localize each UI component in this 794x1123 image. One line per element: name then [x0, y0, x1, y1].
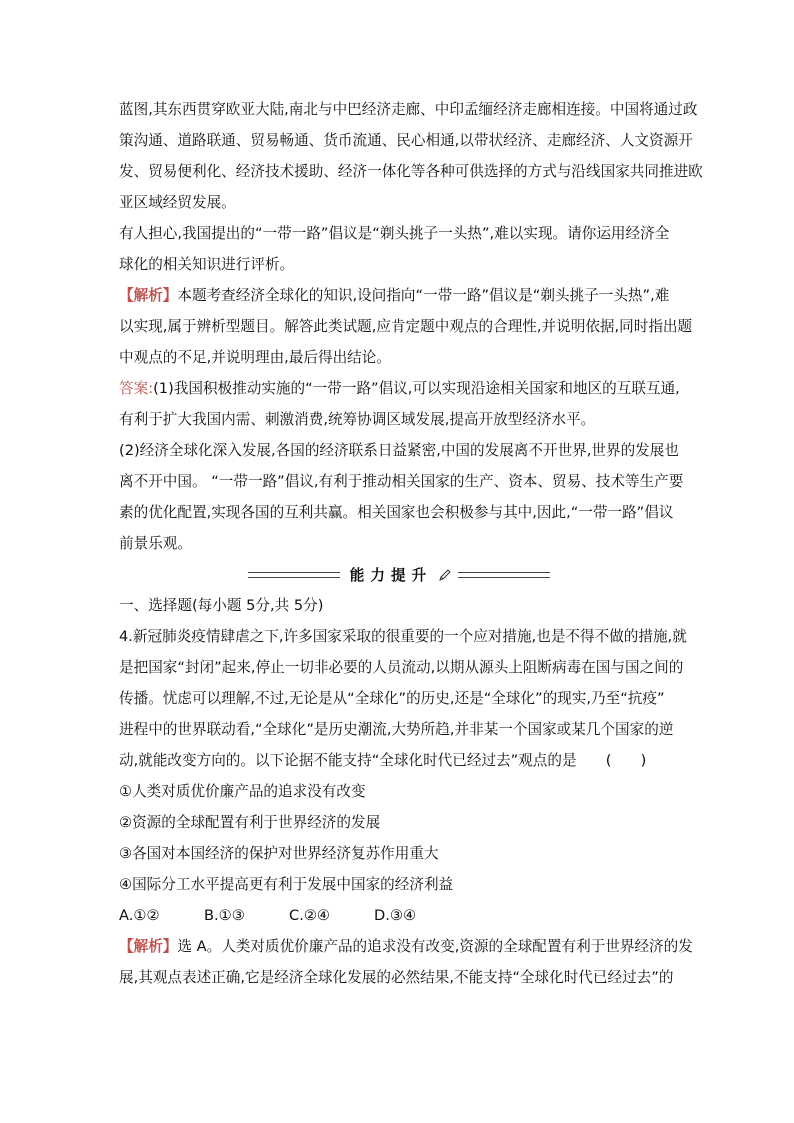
- text-line: 离不开中国。 “一带一路”倡议,有利于推动相关国家的生产、资本、贸易、技术等生产要: [119, 473, 684, 490]
- option-a: A.①②: [119, 907, 160, 924]
- text-line: 有利于扩大我国内需、刺激消费,统筹协调区域发展,提高开放型经济水平。: [119, 411, 596, 428]
- answer-block: [119, 373, 684, 559]
- analysis-tag: 【解析】: [119, 938, 178, 955]
- text-line: 展,其观点表述正确,它是经济全球化发展的必然结果,不能支持“全球化时代已经过去”的: [119, 969, 674, 986]
- analysis-tag: 【解析】: [119, 287, 178, 304]
- text-line: 是把国家“封闭”起来,停止一切非必要的人员流动,以期从源头上阻断病毒在国与国之间的: [119, 659, 684, 676]
- analysis-text: 本题考查经济全球化的知识,设问指向“一带一路”倡议是“剃头挑子一头热”,难: [177, 287, 670, 304]
- text-line: 蓝图,其东西贯穿欧亚大陆,南北与中巴经济走廊、中印孟缅经济走廊相连接。中国将通过政: [119, 101, 698, 118]
- answer-tag: 答案:: [119, 380, 154, 397]
- text-line: 策沟通、道路联通、贸易畅通、货币流通、民心相通,以带状经济、走廊经济、人文资源开: [119, 132, 693, 149]
- statement-item: ①人类对质优价廉产品的追求没有改变: [119, 783, 366, 800]
- option-b: B.①③: [204, 907, 245, 924]
- text-line: 亚区域经贸发展。: [119, 194, 236, 211]
- document-page: [119, 94, 703, 993]
- text-line: 4.新冠肺炎疫情肆虐之下,许多国家采取的很重要的一个应对措施,也是不得不做的措施,就: [119, 628, 687, 645]
- text-line: 前景乐观。: [119, 535, 192, 552]
- text-line: 动,就能改变方向的。以下论据不能支持“全球化时代已经过去”观点的是 ( ): [119, 752, 647, 769]
- section-title: 能力提升: [349, 567, 433, 584]
- option-c: C.②④: [289, 907, 330, 924]
- text-line: 进程中的世界联动看,“全球化”是历史潮流,大势所趋,并非某一个国家或某几个国家的逆: [119, 721, 674, 738]
- text-line: 中观点的不足,并说明理由,最后得出结论。: [119, 349, 391, 366]
- question-section-heading: 一、选择题(每小题 5分,共 5分): [119, 597, 324, 614]
- text-line: (2)经济全球化深入发展,各国的经济联系日益紧密,中国的发展离不开世界,世界的发展也: [119, 442, 679, 459]
- section-divider: [119, 559, 679, 590]
- analysis-block-2: [119, 931, 693, 993]
- statement-item: ②资源的全球配置有利于世界经济的发展: [119, 814, 381, 831]
- paragraph-background: [119, 94, 703, 218]
- pencil-icon: [438, 568, 452, 582]
- text-line: 球化的相关知识进行评析。: [119, 256, 295, 273]
- statement-item: ④国际分工水平提高更有利于发展中国家的经济利益: [119, 876, 454, 893]
- text-line: 传播。忧虑可以理解,不过,无论是从“全球化”的历史,还是“全球化”的现实,乃至“抗疫”: [119, 690, 665, 707]
- divider-rule-left: [248, 572, 340, 578]
- answer-options: [119, 900, 679, 931]
- analysis-block: [119, 280, 693, 373]
- text-line: 有人担心,我国提出的“一带一路”倡议是“剃头挑子一头热”,难以实现。请你运用经济全: [119, 225, 670, 242]
- question-4: [119, 621, 687, 776]
- paragraph-question: [119, 218, 679, 280]
- analysis-text: 选 A。人类对质优价廉产品的追求没有改变,资源的全球配置有利于世界经济的发: [177, 938, 693, 955]
- option-d: D.③④: [374, 907, 417, 924]
- text-line: [119, 931, 693, 962]
- divider-rule-right: [458, 572, 550, 578]
- text-line: 发、贸易便利化、经济技术援助、经济一体化等各种可供选择的方式与沿线国家共同推进欧: [119, 163, 703, 180]
- text-line: [119, 280, 679, 311]
- statement-list: [119, 776, 679, 900]
- text-line: 以实现,属于辨析型题目。解答此类试题,应肯定题中观点的合理性,并说明依据,同时指出题: [119, 318, 693, 335]
- text-line: [119, 373, 679, 404]
- statement-item: ③各国对本国经济的保护对世界经济复苏作用重大: [119, 845, 439, 862]
- answer-text: (1)我国积极推动实施的“一带一路”倡议,可以实现沿途相关国家和地区的互联互通,: [153, 380, 680, 397]
- text-line: 素的优化配置,实现各国的互利共赢。相关国家也会积极参与其中,因此,“一带一路”倡议: [119, 504, 674, 521]
